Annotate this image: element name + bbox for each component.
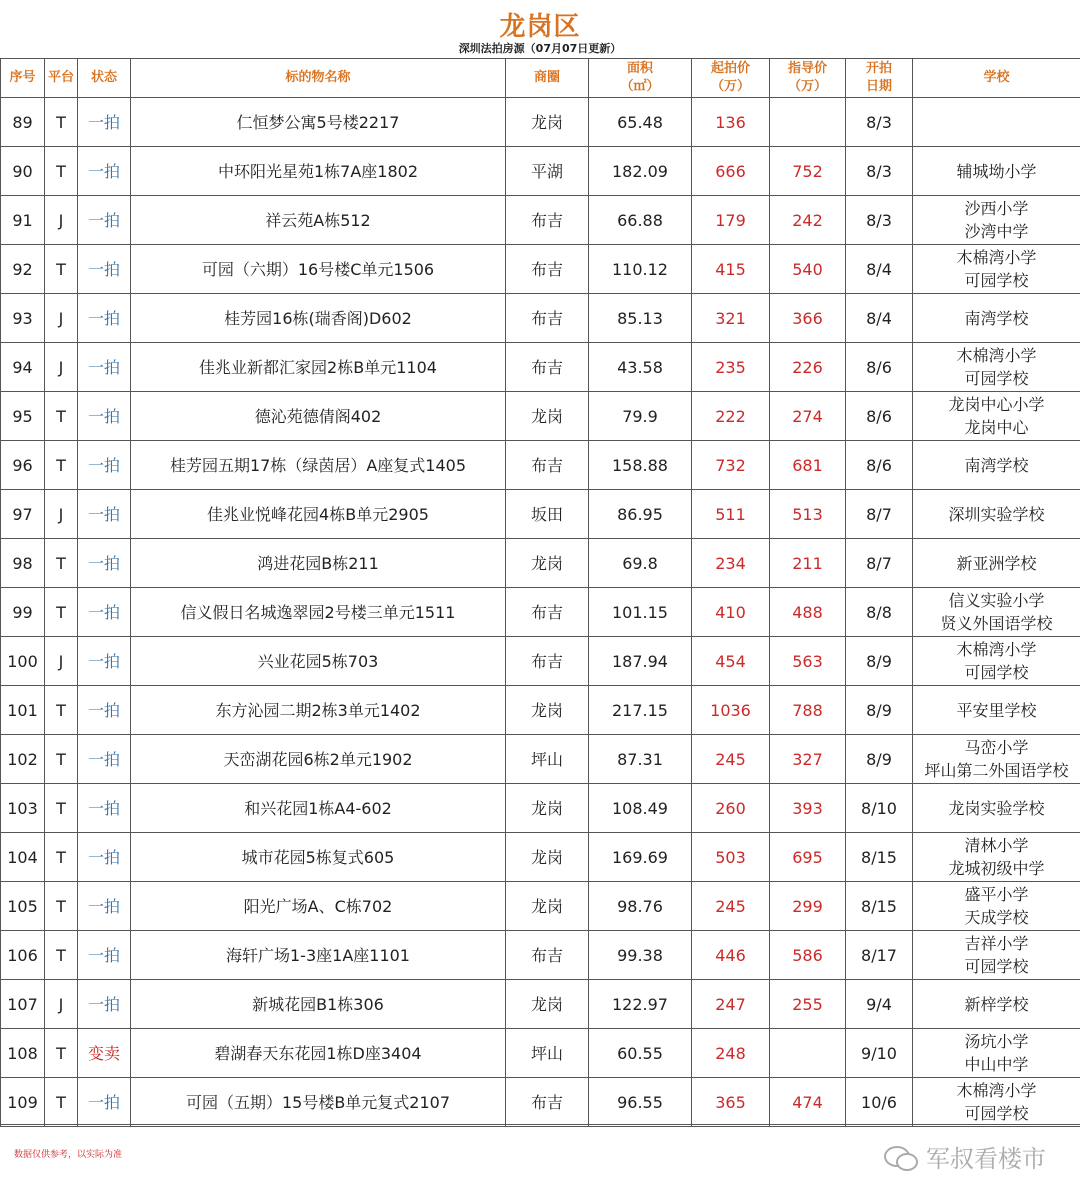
cell-date: 8/3 [846, 147, 913, 196]
cell-guide-price: 788 [770, 686, 846, 735]
col-header-seq: 序号 [1, 59, 45, 98]
school-name: 汤坑小学 [913, 1030, 1080, 1053]
cell-seq: 105 [1, 882, 45, 931]
cell-name: 兴业花园5栋703 [131, 637, 506, 686]
cell-school [913, 294, 1080, 343]
school-name: 木棉湾小学 [913, 344, 1080, 367]
cell-name: 桂芳园五期17栋（绿茵居）A座复式1405 [131, 441, 506, 490]
cell-school [913, 784, 1080, 833]
cell-area: 平湖 [506, 147, 589, 196]
cell-status: 一拍 [78, 392, 131, 441]
school-name: 龙岗中心小学 [913, 393, 1080, 416]
table-row [1, 833, 1080, 882]
cell-date: 8/9 [846, 686, 913, 735]
cell-name: 鸿进花园B栋211 [131, 539, 506, 588]
cell-school [913, 392, 1080, 441]
disclaimer-text: 数据仅供参考，以实际为准 [14, 1147, 122, 1160]
cell-date: 9/10 [846, 1029, 913, 1078]
cell-school [913, 980, 1080, 1029]
cell-size: 122.97 [589, 980, 692, 1029]
col-header-school: 学校 [913, 59, 1080, 98]
cell-start-price: 136 [692, 98, 770, 147]
table-row [1, 196, 1080, 245]
school-name: 可园学校 [913, 1102, 1080, 1125]
school-name: 天成学校 [913, 906, 1080, 929]
cell-platform: T [45, 784, 78, 833]
cell-size: 187.94 [589, 637, 692, 686]
cell-name: 可园（六期）16号楼C单元1506 [131, 245, 506, 294]
cell-status: 一拍 [78, 539, 131, 588]
cell-area: 布吉 [506, 1078, 589, 1127]
cell-guide-price: 327 [770, 735, 846, 784]
cell-name: 新城花园B1栋306 [131, 980, 506, 1029]
cell-name: 佳兆业新都汇家园2栋B单元1104 [131, 343, 506, 392]
cell-platform: J [45, 980, 78, 1029]
cell-date: 8/4 [846, 245, 913, 294]
cell-status: 一拍 [78, 343, 131, 392]
cell-seq: 92 [1, 245, 45, 294]
cell-date: 8/6 [846, 392, 913, 441]
cell-size: 65.48 [589, 98, 692, 147]
cell-start-price: 410 [692, 588, 770, 637]
school-name: 平安里学校 [913, 699, 1080, 722]
table-row [1, 539, 1080, 588]
cell-start-price: 503 [692, 833, 770, 882]
cell-area: 布吉 [506, 441, 589, 490]
cell-size: 66.88 [589, 196, 692, 245]
school-name: 可园学校 [913, 955, 1080, 978]
cell-seq: 93 [1, 294, 45, 343]
school-name: 清林小学 [913, 834, 1080, 857]
cell-guide-price: 513 [770, 490, 846, 539]
cell-seq: 107 [1, 980, 45, 1029]
cell-size: 43.58 [589, 343, 692, 392]
cell-name: 和兴花园1栋A4-602 [131, 784, 506, 833]
cell-guide-price: 752 [770, 147, 846, 196]
cell-size: 87.31 [589, 735, 692, 784]
cell-seq: 95 [1, 392, 45, 441]
table-row [1, 686, 1080, 735]
header-row [1, 59, 1080, 98]
cell-name: 佳兆业悦峰花园4栋B单元2905 [131, 490, 506, 539]
cell-area: 龙岗 [506, 686, 589, 735]
footer [0, 1124, 1080, 1181]
cell-size: 79.9 [589, 392, 692, 441]
cell-seq: 103 [1, 784, 45, 833]
col-header-start-line1: 起拍价 [711, 61, 750, 76]
cell-school [913, 490, 1080, 539]
cell-seq: 101 [1, 686, 45, 735]
col-header-status: 状态 [78, 59, 131, 98]
cell-status: 一拍 [78, 196, 131, 245]
cell-platform: J [45, 637, 78, 686]
school-name: 盛平小学 [913, 883, 1080, 906]
cell-platform: T [45, 1029, 78, 1078]
col-header-name: 标的物名称 [131, 59, 506, 98]
cell-area: 布吉 [506, 588, 589, 637]
cell-size: 158.88 [589, 441, 692, 490]
col-header-date-line1: 开拍 [866, 61, 892, 76]
cell-size: 108.49 [589, 784, 692, 833]
school-name: 龙岗实验学校 [913, 797, 1080, 820]
cell-name: 天峦湖花园6栋2单元1902 [131, 735, 506, 784]
cell-size: 110.12 [589, 245, 692, 294]
cell-platform: T [45, 735, 78, 784]
cell-area: 坪山 [506, 735, 589, 784]
cell-seq: 89 [1, 98, 45, 147]
cell-status: 一拍 [78, 686, 131, 735]
table-row [1, 637, 1080, 686]
cell-guide-price: 299 [770, 882, 846, 931]
school-name: 辅城坳小学 [913, 160, 1080, 183]
cell-guide-price [770, 1029, 846, 1078]
cell-school [913, 1078, 1080, 1127]
table-row [1, 784, 1080, 833]
cell-guide-price: 366 [770, 294, 846, 343]
cell-size: 69.8 [589, 539, 692, 588]
cell-size: 101.15 [589, 588, 692, 637]
cell-date: 10/6 [846, 1078, 913, 1127]
cell-status: 一拍 [78, 833, 131, 882]
school-name: 南湾学校 [913, 454, 1080, 477]
table-row [1, 98, 1080, 147]
table-body [1, 98, 1080, 1127]
cell-area: 布吉 [506, 245, 589, 294]
cell-status: 一拍 [78, 980, 131, 1029]
cell-area: 龙岗 [506, 833, 589, 882]
cell-area: 坪山 [506, 1029, 589, 1078]
cell-start-price: 415 [692, 245, 770, 294]
cell-guide-price: 255 [770, 980, 846, 1029]
col-header-size-line2: （㎡） [620, 79, 659, 94]
cell-name: 碧湖春天东花园1栋D座3404 [131, 1029, 506, 1078]
cell-area: 布吉 [506, 294, 589, 343]
cell-size: 85.13 [589, 294, 692, 343]
cell-area: 布吉 [506, 343, 589, 392]
cell-platform: T [45, 686, 78, 735]
table-row [1, 490, 1080, 539]
cell-date: 8/8 [846, 588, 913, 637]
table-row [1, 1029, 1080, 1078]
cell-school [913, 882, 1080, 931]
cell-start-price: 245 [692, 882, 770, 931]
table-row [1, 245, 1080, 294]
cell-platform: T [45, 588, 78, 637]
cell-guide-price: 586 [770, 931, 846, 980]
cell-platform: T [45, 392, 78, 441]
cell-seq: 104 [1, 833, 45, 882]
cell-date: 8/10 [846, 784, 913, 833]
school-name: 木棉湾小学 [913, 246, 1080, 269]
cell-seq: 90 [1, 147, 45, 196]
cell-seq: 109 [1, 1078, 45, 1127]
cell-platform: T [45, 1078, 78, 1127]
cell-date: 8/6 [846, 343, 913, 392]
cell-size: 98.76 [589, 882, 692, 931]
cell-start-price: 248 [692, 1029, 770, 1078]
table-row [1, 882, 1080, 931]
school-name: 中山中学 [913, 1053, 1080, 1076]
cell-date: 9/4 [846, 980, 913, 1029]
cell-seq: 91 [1, 196, 45, 245]
col-header-start-price [692, 59, 770, 98]
school-name: 马峦小学 [913, 736, 1080, 759]
cell-status: 一拍 [78, 294, 131, 343]
cell-area: 布吉 [506, 931, 589, 980]
cell-area: 龙岗 [506, 392, 589, 441]
cell-date: 8/9 [846, 735, 913, 784]
cell-guide-price: 211 [770, 539, 846, 588]
school-name: 可园学校 [913, 367, 1080, 390]
cell-school [913, 196, 1080, 245]
table-row [1, 1078, 1080, 1127]
col-header-size-line1: 面积 [627, 61, 653, 76]
cell-seq: 97 [1, 490, 45, 539]
cell-start-price: 666 [692, 147, 770, 196]
table-row [1, 343, 1080, 392]
table-row [1, 980, 1080, 1029]
school-name: 贤义外国语学校 [913, 612, 1080, 635]
col-header-start-line2: （万） [711, 79, 750, 94]
cell-school [913, 245, 1080, 294]
cell-guide-price: 474 [770, 1078, 846, 1127]
cell-school [913, 441, 1080, 490]
cell-status: 一拍 [78, 245, 131, 294]
school-name: 坪山第二外国语学校 [913, 759, 1080, 782]
cell-date: 8/3 [846, 98, 913, 147]
cell-start-price: 1036 [692, 686, 770, 735]
cell-seq: 102 [1, 735, 45, 784]
cell-guide-price: 242 [770, 196, 846, 245]
cell-size: 169.69 [589, 833, 692, 882]
cell-platform: T [45, 441, 78, 490]
cell-seq: 106 [1, 931, 45, 980]
cell-start-price: 365 [692, 1078, 770, 1127]
cell-start-price: 511 [692, 490, 770, 539]
cell-guide-price: 393 [770, 784, 846, 833]
cell-name: 东方沁园二期2栋3单元1402 [131, 686, 506, 735]
col-header-date [846, 59, 913, 98]
cell-name: 德沁苑德倩阁402 [131, 392, 506, 441]
cell-status: 一拍 [78, 490, 131, 539]
cell-platform: T [45, 931, 78, 980]
cell-status: 一拍 [78, 784, 131, 833]
cell-date: 8/7 [846, 490, 913, 539]
listing-table [0, 58, 1080, 1127]
cell-name: 阳光广场A、C栋702 [131, 882, 506, 931]
cell-status: 变卖 [78, 1029, 131, 1078]
cell-seq: 96 [1, 441, 45, 490]
cell-start-price: 732 [692, 441, 770, 490]
cell-status: 一拍 [78, 735, 131, 784]
cell-name: 信义假日名城逸翠园2号楼三单元1511 [131, 588, 506, 637]
col-header-size [589, 59, 692, 98]
cell-date: 8/3 [846, 196, 913, 245]
cell-start-price: 245 [692, 735, 770, 784]
school-name: 新梓学校 [913, 993, 1080, 1016]
cell-guide-price: 226 [770, 343, 846, 392]
cell-guide-price: 695 [770, 833, 846, 882]
school-name: 信义实验小学 [913, 589, 1080, 612]
cell-name: 海轩广场1-3座1A座1101 [131, 931, 506, 980]
cell-date: 8/6 [846, 441, 913, 490]
table-row [1, 735, 1080, 784]
cell-size: 217.15 [589, 686, 692, 735]
cell-platform: T [45, 98, 78, 147]
cell-area: 龙岗 [506, 882, 589, 931]
cell-seq: 108 [1, 1029, 45, 1078]
cell-guide-price: 488 [770, 588, 846, 637]
cell-school [913, 343, 1080, 392]
cell-date: 8/17 [846, 931, 913, 980]
cell-name: 中环阳光星苑1栋7A座1802 [131, 147, 506, 196]
cell-guide-price: 274 [770, 392, 846, 441]
cell-platform: J [45, 294, 78, 343]
cell-date: 8/15 [846, 833, 913, 882]
col-header-area: 商圈 [506, 59, 589, 98]
cell-name: 可园（五期）15号楼B单元复式2107 [131, 1078, 506, 1127]
cell-area: 龙岗 [506, 980, 589, 1029]
col-header-guide-line2: （万） [788, 79, 827, 94]
cell-start-price: 179 [692, 196, 770, 245]
table-row [1, 441, 1080, 490]
school-name: 可园学校 [913, 661, 1080, 684]
cell-seq: 98 [1, 539, 45, 588]
wechat-icon [884, 1144, 918, 1170]
cell-school [913, 147, 1080, 196]
school-name: 深圳实验学校 [913, 503, 1080, 526]
cell-platform: J [45, 196, 78, 245]
cell-platform: T [45, 147, 78, 196]
cell-name: 桂芳园16栋(瑞香阁)D602 [131, 294, 506, 343]
cell-seq: 99 [1, 588, 45, 637]
cell-date: 8/9 [846, 637, 913, 686]
cell-platform: J [45, 490, 78, 539]
cell-start-price: 247 [692, 980, 770, 1029]
cell-status: 一拍 [78, 588, 131, 637]
cell-school [913, 686, 1080, 735]
col-header-date-line2: 日期 [866, 79, 892, 94]
cell-size: 60.55 [589, 1029, 692, 1078]
cell-guide-price [770, 98, 846, 147]
cell-start-price: 321 [692, 294, 770, 343]
cell-name: 祥云苑A栋512 [131, 196, 506, 245]
cell-platform: T [45, 882, 78, 931]
page-subtitle: 深圳法拍房源（07月07日更新） [0, 40, 1080, 56]
cell-area: 坂田 [506, 490, 589, 539]
school-name: 龙城初级中学 [913, 857, 1080, 880]
cell-size: 96.55 [589, 1078, 692, 1127]
cell-start-price: 222 [692, 392, 770, 441]
cell-school [913, 588, 1080, 637]
page-title: 龙岗区 [0, 6, 1080, 43]
col-header-platform: 平台 [45, 59, 78, 98]
cell-start-price: 235 [692, 343, 770, 392]
watermark [884, 1139, 1046, 1174]
cell-platform: T [45, 245, 78, 294]
school-name: 木棉湾小学 [913, 638, 1080, 661]
school-name: 可园学校 [913, 269, 1080, 292]
cell-size: 99.38 [589, 931, 692, 980]
col-header-guide-line1: 指导价 [788, 61, 827, 76]
school-name: 沙西小学 [913, 197, 1080, 220]
cell-start-price: 446 [692, 931, 770, 980]
cell-school [913, 931, 1080, 980]
cell-platform: J [45, 343, 78, 392]
cell-status: 一拍 [78, 441, 131, 490]
cell-area: 龙岗 [506, 784, 589, 833]
cell-platform: T [45, 539, 78, 588]
cell-guide-price: 681 [770, 441, 846, 490]
school-name: 南湾学校 [913, 307, 1080, 330]
cell-start-price: 260 [692, 784, 770, 833]
table-row [1, 931, 1080, 980]
table-row [1, 588, 1080, 637]
cell-date: 8/4 [846, 294, 913, 343]
table-row [1, 147, 1080, 196]
cell-guide-price: 563 [770, 637, 846, 686]
cell-area: 龙岗 [506, 98, 589, 147]
cell-status: 一拍 [78, 931, 131, 980]
cell-status: 一拍 [78, 98, 131, 147]
cell-school [913, 637, 1080, 686]
cell-area: 布吉 [506, 196, 589, 245]
cell-school [913, 1029, 1080, 1078]
col-header-guide-price [770, 59, 846, 98]
table-row [1, 294, 1080, 343]
school-name: 新亚洲学校 [913, 552, 1080, 575]
school-name: 龙岗中心 [913, 416, 1080, 439]
cell-date: 8/7 [846, 539, 913, 588]
cell-school [913, 98, 1080, 147]
cell-start-price: 234 [692, 539, 770, 588]
cell-guide-price: 540 [770, 245, 846, 294]
school-name: 吉祥小学 [913, 932, 1080, 955]
school-name: 沙湾中学 [913, 220, 1080, 243]
school-name: 木棉湾小学 [913, 1079, 1080, 1102]
cell-size: 182.09 [589, 147, 692, 196]
watermark-text: 军叔看楼市 [926, 1139, 1046, 1174]
cell-name: 仁恒梦公寓5号楼2217 [131, 98, 506, 147]
cell-seq: 100 [1, 637, 45, 686]
cell-school [913, 735, 1080, 784]
cell-status: 一拍 [78, 637, 131, 686]
cell-school [913, 833, 1080, 882]
cell-area: 布吉 [506, 637, 589, 686]
cell-status: 一拍 [78, 1078, 131, 1127]
cell-area: 龙岗 [506, 539, 589, 588]
cell-school [913, 539, 1080, 588]
cell-seq: 94 [1, 343, 45, 392]
cell-status: 一拍 [78, 147, 131, 196]
cell-start-price: 454 [692, 637, 770, 686]
cell-date: 8/15 [846, 882, 913, 931]
cell-platform: T [45, 833, 78, 882]
cell-size: 86.95 [589, 490, 692, 539]
table-row [1, 392, 1080, 441]
title-area [0, 0, 1080, 59]
cell-status: 一拍 [78, 882, 131, 931]
cell-name: 城市花园5栋复式605 [131, 833, 506, 882]
